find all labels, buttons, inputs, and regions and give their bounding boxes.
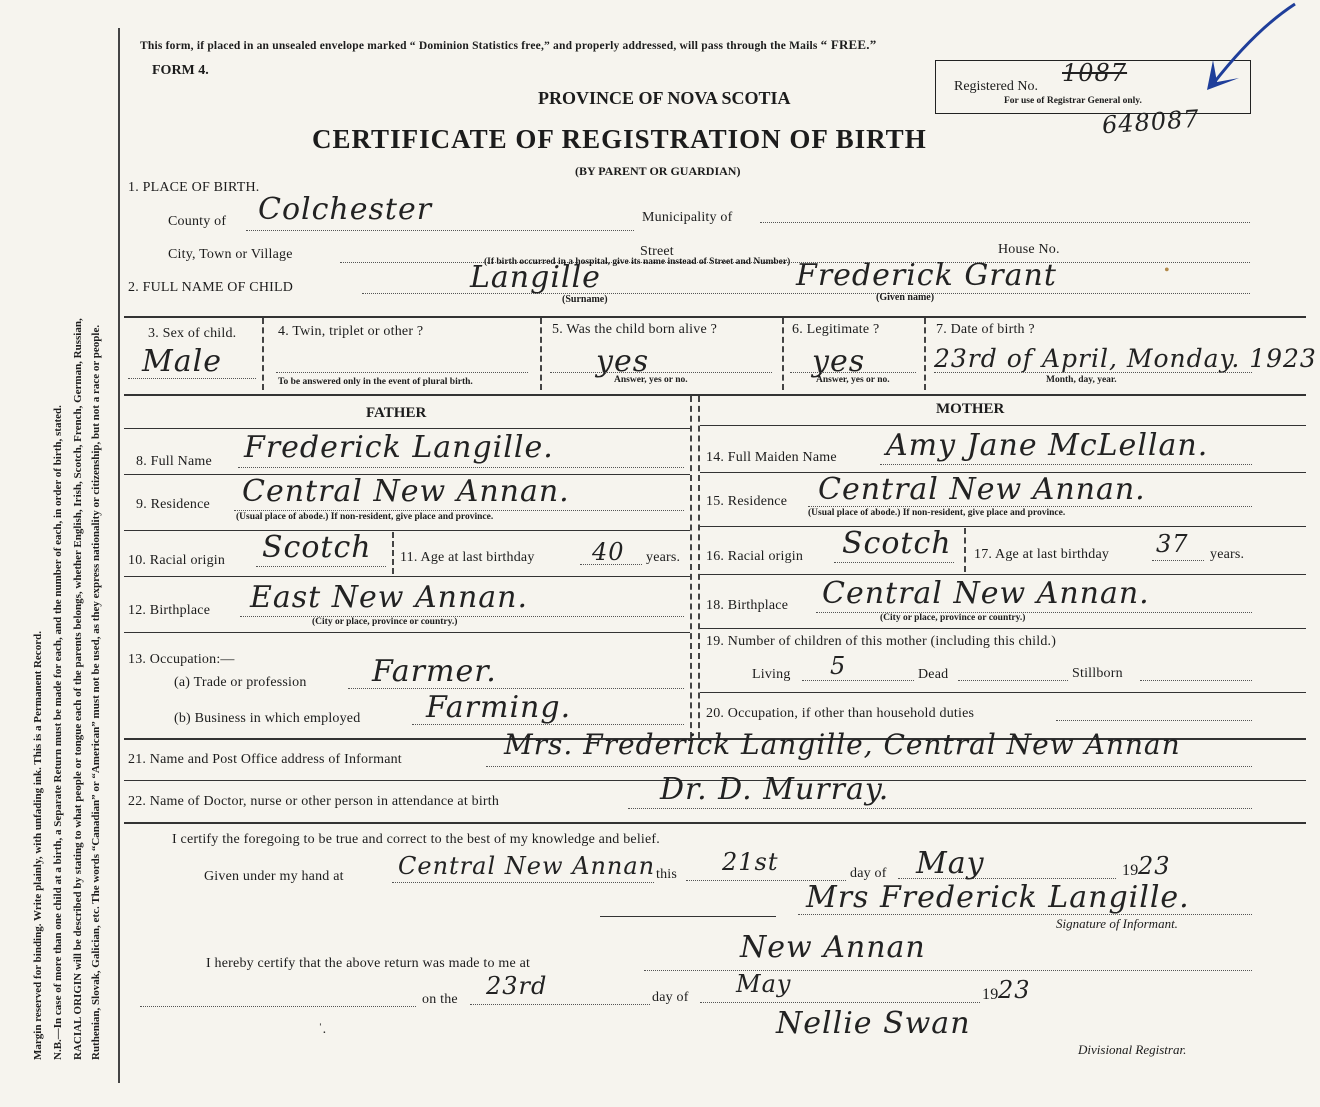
street-label: Street [640,244,674,259]
mother-age-line [1152,560,1204,561]
house-label: House No. [998,242,1060,257]
stillborn-label: Stillborn [1072,666,1123,681]
occupation-label: 13. Occupation:— [128,652,235,667]
sex-label: 3. Sex of child. [148,326,237,341]
informant-signature-line [798,914,1252,915]
dob-value: 23rd of April, Monday. 1923 [934,344,1317,373]
certification-statement: I certify the foregoing to be true and correct to the best of my knowledge and belief. [172,832,660,847]
father-residence-caption: (Usual place of abode.) If non-resident, give place and province. [236,512,494,522]
blue-check-mark [1195,0,1305,100]
on-the-label: on the [422,992,458,1007]
dead-line [958,680,1068,681]
informant-value: Mrs. Frederick Langille, Central New Annan [504,728,1181,761]
living-label: Living [752,667,791,682]
living-value: 5 [830,652,847,680]
mail-notice [140,37,876,53]
registrar-day-of-label: day of [652,990,689,1005]
trade-label: (a) Trade or profession [174,675,307,690]
father-racial-line [256,566,386,567]
doctor-label: 22. Name of Doctor, nurse or other person in attendance at birth [128,794,500,809]
mother-rule-4 [700,628,1306,629]
registered-struck-number: 1087 [1062,59,1128,87]
province-heading: PROVINCE OF NOVA SCOTIA [538,88,791,108]
mother-birthplace-label: 18. Birthplace [706,598,789,613]
registered-label: Registered No. [954,79,1038,94]
mother-heading: MOTHER [936,401,1005,417]
registrar-month: May [736,970,792,998]
mother-rule-2 [700,526,1306,527]
mother-name-line [880,464,1252,465]
ink-mark-2: ˈ. [318,1022,327,1037]
informant-signature: Mrs Frederick Langille. [806,880,1190,915]
alive-caption: Answer, yes or no. [614,375,688,385]
twin-note: To be answered only in the event of plural birth. [278,377,473,387]
mother-rule-5 [700,692,1306,693]
given-place: Central New Annan [398,852,656,880]
twin-line [276,372,528,373]
cert-year-prefix: 19 [1122,862,1139,879]
father-rule-0 [124,428,690,429]
mail-notice-text: This form, if placed in an unsealed envelope marked “ Dominion Statistics free,” and properly addressed, will pass through the Mails [140,40,818,52]
registrar-statement: I hereby certify that the above return was made to me at [206,956,531,971]
alive-label: 5. Was the child born alive ? [552,322,717,337]
legitimate-label: 6. Legitimate ? [792,322,880,337]
grid-divider-1 [262,318,264,390]
registrar-caption: Divisional Registrar. [1078,1042,1187,1057]
father-years: years. [646,550,681,565]
margin-note-multiple-births: N.B.—In case of more than one child at a birth, a Separate Return must be made for each, and the number of each, in order of birth, stated. [52,405,64,1060]
registrar-year-prefix: 19 [982,986,999,1003]
legitimate-value: yes [812,344,866,379]
city-label: City, Town or Village [168,247,293,262]
place-of-birth-heading: 1. PLACE OF BIRTH. [128,180,260,195]
registrar-note: For use of Registrar General only. [1004,96,1142,106]
page-subtitle: (BY PARENT OR GUARDIAN) [575,164,741,178]
father-name-line [238,467,684,468]
rule-top-grid [124,316,1306,318]
business-label: (b) Business in which employed [174,711,361,726]
mother-residence-label: 15. Residence [706,494,788,509]
grid-divider-3 [782,318,784,390]
twin-label: 4. Twin, triplet or other ? [278,324,424,339]
doctor-line [628,808,1252,809]
legitimate-caption: Answer, yes or no. [816,375,890,385]
father-name: Frederick Langille. [244,430,554,465]
father-heading: FATHER [366,405,427,421]
father-rule-2 [124,530,690,531]
registrar-signature: Nellie Swan [776,1006,971,1041]
rule-certification [124,822,1306,824]
father-birthplace: East New Annan. [250,580,529,615]
alive-value: yes [596,344,650,379]
dead-label: Dead [918,667,949,682]
mother-occupation-line [1056,720,1252,721]
surname-caption: (Surname) [562,294,608,305]
child-given-name: Frederick Grant [796,258,1057,293]
given-label: Given under my hand at [204,869,344,884]
municipality-label: Municipality of [642,210,733,225]
registrar-day-line [470,1004,650,1005]
living-line [802,680,914,681]
mother-age-label: 17. Age at last birthday [974,547,1110,562]
father-rule-4 [124,632,690,633]
trade-value: Farmer. [372,654,497,689]
mother-birthplace-caption: (City or place, province or country.) [880,613,1026,623]
mother-rule-3 [700,574,1306,575]
mother-name: Amy Jane McLellan. [886,428,1209,463]
given-caption: (Given name) [876,292,935,303]
father-birthplace-line [240,616,684,617]
this-label: this [656,867,678,882]
informant-label: 21. Name and Post Office address of Informant [128,752,402,767]
mother-racial-label: 16. Racial origin [706,549,804,564]
county-value: Colchester [258,192,433,227]
ink-mark: • [1164,262,1170,279]
margin-note-racial-origin: RACIAL ORIGIN will be described by stating to what people or tongue each of the parents belongs, whether English, Irish, Scotch, French, German, Russian, [72,318,84,1060]
page-title: CERTIFICATE OF REGISTRATION OF BIRTH [312,124,927,154]
mother-residence-caption: (Usual place of abode.) If non-resident, give place and province. [808,508,1066,518]
dob-label: 7. Date of birth ? [936,322,1035,337]
hospital-note: (If birth occurred in a hospital, give its name instead of Street and Number) [484,257,791,267]
mother-age: 37 [1156,530,1189,558]
cert-day-of-label: day of [850,866,887,881]
cert-year: 23 [1138,852,1171,880]
mother-residence: Central New Annan. [818,472,1146,507]
father-age-divider [392,532,394,574]
registered-number: 648087 [1101,104,1201,140]
given-place-line [392,882,654,883]
margin-note-racial-origin-cont: Ruthenian, Slovak, Galician, etc. The words “Canadian” or “American” must not be used, as they express nationality or citizenship, but not a race or people. [90,324,102,1060]
father-racial: Scotch [262,530,372,565]
father-residence: Central New Annan. [242,474,570,509]
children-count-label: 19. Number of children of this mother (including this child.) [706,634,1057,649]
county-line [246,230,634,231]
signature-caption: Signature of Informant. [1056,916,1178,931]
father-residence-line [234,510,684,511]
parents-divider-2 [698,396,700,738]
mother-occupation-label: 20. Occupation, if other than household duties [706,706,975,721]
sex-line [128,378,256,379]
father-birthplace-caption: (City or place, province or country.) [312,617,458,627]
registrar-month-line [700,1002,980,1003]
stillborn-line [1140,680,1252,681]
dob-line [934,372,1252,373]
mother-rule-0 [700,425,1306,426]
grid-divider-4 [924,318,926,390]
grid-divider-2 [540,318,542,390]
child-name-label: 2. FULL NAME OF CHILD [128,280,294,295]
rule-parents [124,394,1306,396]
binding-margin-line [118,28,120,1083]
cert-blank-rule [600,916,776,917]
registrar-day: 23rd [486,972,548,1000]
doctor-value: Dr. D. Murray. [660,772,890,807]
mother-birthplace: Central New Annan. [822,576,1150,611]
mother-racial: Scotch [842,526,952,561]
alive-line [550,372,772,373]
mother-name-label: 14. Full Maiden Name [706,450,837,465]
sex-value: Male [142,344,222,379]
mother-age-divider [964,528,966,572]
form-number: FORM 4. [152,63,209,78]
county-label: County of [168,214,227,229]
cert-month: May [916,846,985,881]
informant-line [486,766,1252,767]
cert-day: 21st [722,848,779,876]
father-rule-3 [124,576,690,577]
registrar-year: 23 [998,976,1031,1004]
father-age: 40 [592,538,625,566]
registrar-blank-line [140,1006,416,1007]
father-birthplace-label: 12. Birthplace [128,603,211,618]
child-surname: Langille [470,260,601,295]
father-age-label: 11. Age at last birthday [400,550,535,565]
mother-racial-line [834,562,954,563]
margin-note-binding: Margin reserved for binding. Write plainly, with unfading ink. This is a Permanent Record. [32,631,44,1060]
mail-notice-free: “ FREE.” [820,37,877,52]
father-residence-label: 9. Residence [136,497,210,512]
mother-years: years. [1210,547,1245,562]
father-name-label: 8. Full Name [136,454,212,469]
parents-divider [690,396,692,738]
father-racial-label: 10. Racial origin [128,553,226,568]
registrar-place: New Annan [740,930,926,965]
dob-caption: Month, day, year. [1046,375,1117,385]
legitimate-line [790,372,916,373]
municipality-line [760,222,1250,223]
business-value: Farming. [426,690,572,725]
